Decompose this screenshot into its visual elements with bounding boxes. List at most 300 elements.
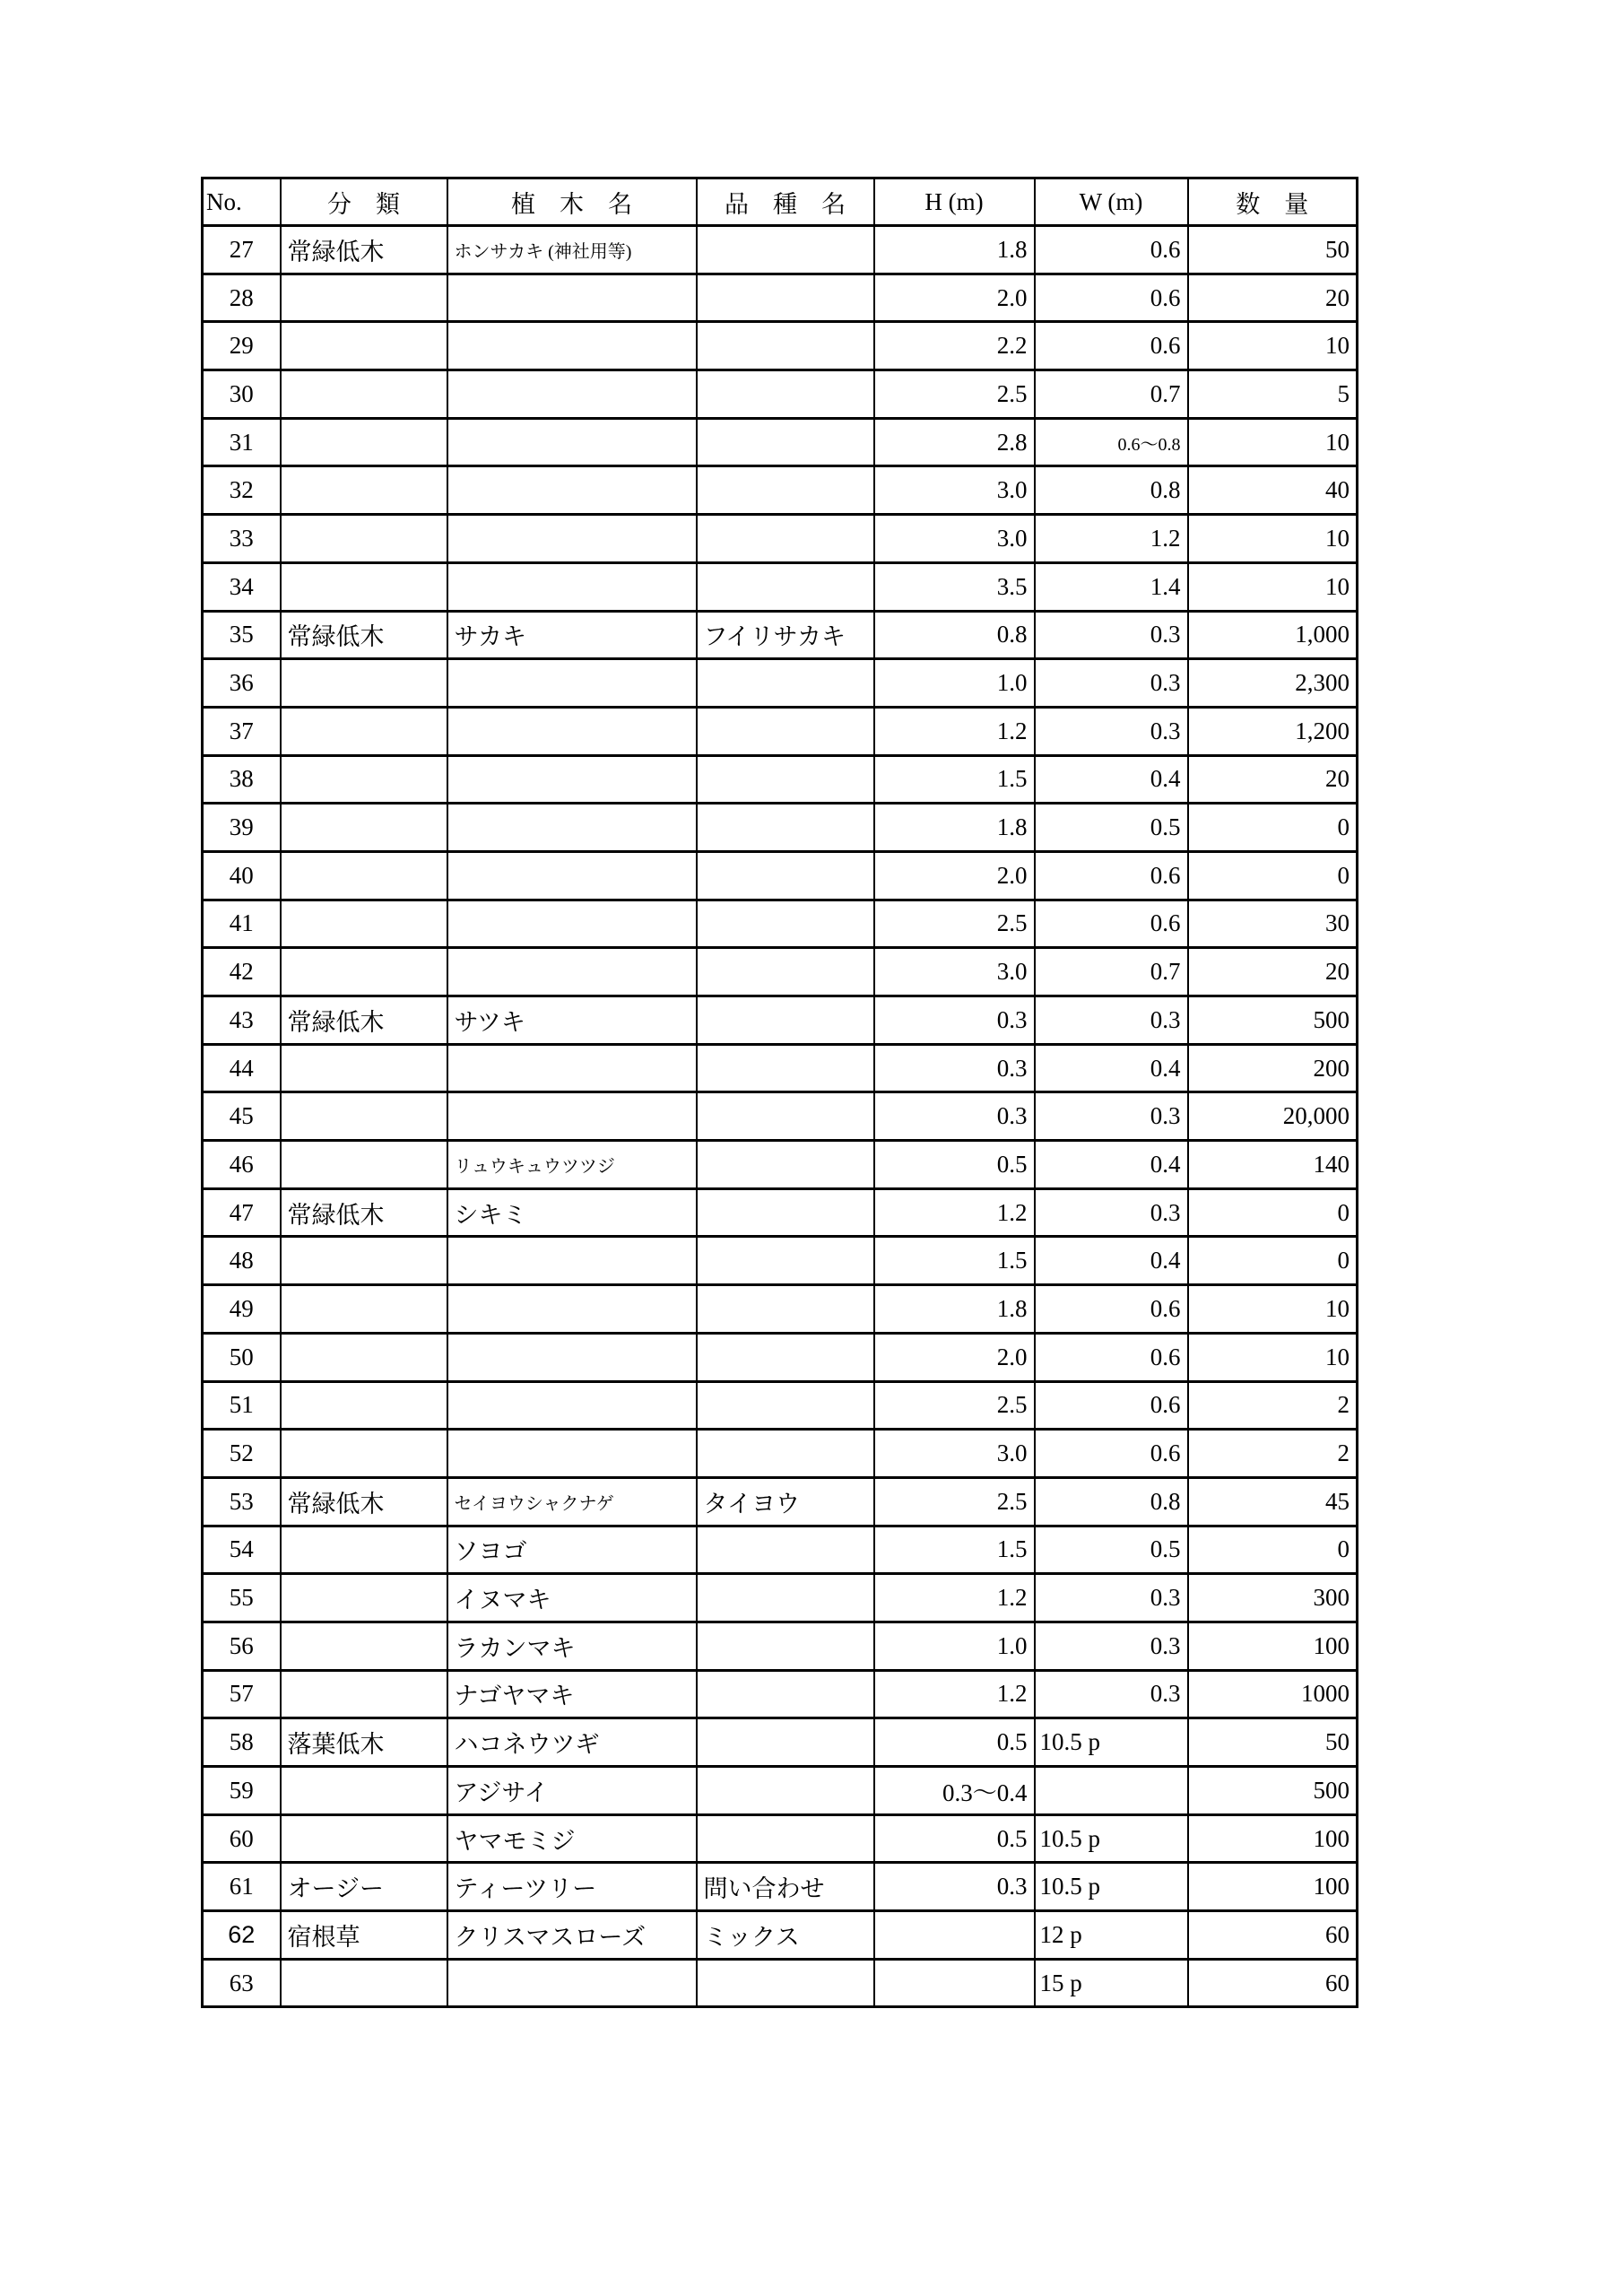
table-row <box>203 1863 1358 1911</box>
cell-quantity: 20 <box>1188 948 1358 996</box>
cell-variety <box>697 659 874 708</box>
cell-no: 31 <box>203 418 281 466</box>
cell-plant-name <box>447 851 697 900</box>
cell-height: 0.3 <box>874 1092 1035 1141</box>
table-row <box>203 707 1358 755</box>
cell-no: 39 <box>203 804 281 852</box>
cell-width: 0.7 <box>1035 370 1188 419</box>
cell-category: 常緑低木 <box>281 996 447 1045</box>
cell-no: 29 <box>203 322 281 370</box>
cell-category <box>281 948 447 996</box>
cell-plant-name: ティーツリー <box>447 1863 697 1911</box>
cell-quantity: 500 <box>1188 996 1358 1045</box>
cell-width: 1.4 <box>1035 562 1188 611</box>
table-row <box>203 1285 1358 1334</box>
table-row <box>203 1574 1358 1622</box>
cell-height: 1.2 <box>874 1574 1035 1622</box>
cell-width: 0.7 <box>1035 948 1188 996</box>
cell-variety <box>697 418 874 466</box>
table-row <box>203 611 1358 659</box>
table-row <box>203 1911 1358 1960</box>
cell-no: 62 <box>203 1911 281 1960</box>
cell-variety <box>697 466 874 515</box>
cell-no: 57 <box>203 1670 281 1718</box>
cell-variety <box>697 1959 874 2007</box>
cell-category <box>281 1285 447 1334</box>
cell-plant-name <box>447 562 697 611</box>
cell-width: 0.8 <box>1035 1477 1188 1526</box>
cell-quantity: 100 <box>1188 1814 1358 1863</box>
cell-width: 0.4 <box>1035 755 1188 804</box>
cell-plant-name <box>447 1430 697 1478</box>
table-row <box>203 900 1358 948</box>
cell-category <box>281 1959 447 2007</box>
cell-category <box>281 515 447 563</box>
table-row <box>203 1767 1358 1815</box>
cell-variety <box>697 851 874 900</box>
cell-quantity: 1,000 <box>1188 611 1358 659</box>
cell-height: 1.5 <box>874 1526 1035 1574</box>
cell-width: 0.4 <box>1035 1237 1188 1285</box>
cell-plant-name <box>447 370 697 419</box>
cell-plant-name <box>447 274 697 322</box>
table-row <box>203 274 1358 322</box>
cell-height <box>874 1959 1035 2007</box>
cell-variety <box>697 1188 874 1237</box>
cell-variety <box>697 274 874 322</box>
table-row <box>203 948 1358 996</box>
cell-no: 49 <box>203 1285 281 1334</box>
cell-width: 0.6 <box>1035 274 1188 322</box>
cell-quantity: 2 <box>1188 1430 1358 1478</box>
cell-category <box>281 1670 447 1718</box>
cell-height: 2.5 <box>874 1381 1035 1430</box>
cell-variety <box>697 1430 874 1478</box>
cell-category <box>281 659 447 708</box>
cell-width: 0.6 <box>1035 851 1188 900</box>
cell-category <box>281 1237 447 1285</box>
cell-width: 0.6 <box>1035 226 1188 274</box>
cell-height: 3.0 <box>874 948 1035 996</box>
table-row <box>203 996 1358 1045</box>
cell-category <box>281 274 447 322</box>
cell-width: 0.6 <box>1035 1285 1188 1334</box>
cell-height: 0.8 <box>874 611 1035 659</box>
col-header-variety: 品 種 名 <box>697 178 874 226</box>
cell-height: 1.2 <box>874 707 1035 755</box>
cell-width: 0.3 <box>1035 1622 1188 1670</box>
cell-quantity: 1000 <box>1188 1670 1358 1718</box>
table-row <box>203 1477 1358 1526</box>
cell-plant-name: サツキ <box>447 996 697 1045</box>
cell-quantity: 45 <box>1188 1477 1358 1526</box>
cell-variety <box>697 1285 874 1334</box>
cell-quantity: 40 <box>1188 466 1358 515</box>
cell-plant-name <box>447 900 697 948</box>
cell-variety <box>697 1044 874 1092</box>
cell-width: 0.6 <box>1035 1430 1188 1478</box>
cell-plant-name <box>447 1381 697 1430</box>
cell-no: 33 <box>203 515 281 563</box>
cell-height: 3.0 <box>874 1430 1035 1478</box>
cell-variety <box>697 804 874 852</box>
cell-category <box>281 370 447 419</box>
cell-height: 0.3 <box>874 1863 1035 1911</box>
cell-no: 27 <box>203 226 281 274</box>
cell-height: 1.0 <box>874 659 1035 708</box>
cell-plant-name: シキミ <box>447 1188 697 1237</box>
cell-no: 35 <box>203 611 281 659</box>
table-row <box>203 1092 1358 1141</box>
cell-variety <box>697 226 874 274</box>
cell-height: 2.0 <box>874 274 1035 322</box>
cell-category <box>281 1044 447 1092</box>
table-row <box>203 1333 1358 1381</box>
cell-no: 59 <box>203 1767 281 1815</box>
table-row <box>203 1622 1358 1670</box>
cell-variety <box>697 1526 874 1574</box>
cell-variety: 問い合わせ <box>697 1863 874 1911</box>
cell-no: 42 <box>203 948 281 996</box>
table-row <box>203 370 1358 419</box>
cell-plant-name: ナゴヤマキ <box>447 1670 697 1718</box>
col-header-plant-name: 植 木 名 <box>447 178 697 226</box>
cell-width: 0.3 <box>1035 1188 1188 1237</box>
table-row <box>203 804 1358 852</box>
cell-height: 1.2 <box>874 1670 1035 1718</box>
cell-plant-name: イヌマキ <box>447 1574 697 1622</box>
cell-plant-name <box>447 804 697 852</box>
cell-plant-name <box>447 755 697 804</box>
cell-variety <box>697 1333 874 1381</box>
cell-height: 2.8 <box>874 418 1035 466</box>
cell-width: 0.4 <box>1035 1141 1188 1189</box>
cell-no: 37 <box>203 707 281 755</box>
cell-height: 0.5 <box>874 1141 1035 1189</box>
cell-width: 0.5 <box>1035 804 1188 852</box>
cell-variety: フイリサカキ <box>697 611 874 659</box>
cell-no: 44 <box>203 1044 281 1092</box>
cell-category <box>281 1767 447 1815</box>
table-row <box>203 562 1358 611</box>
cell-category <box>281 466 447 515</box>
cell-height: 1.2 <box>874 1188 1035 1237</box>
cell-category <box>281 755 447 804</box>
cell-no: 34 <box>203 562 281 611</box>
table-header <box>203 178 1358 226</box>
cell-variety <box>697 1670 874 1718</box>
cell-quantity: 20,000 <box>1188 1092 1358 1141</box>
table-row <box>203 1141 1358 1189</box>
cell-height: 1.5 <box>874 755 1035 804</box>
cell-plant-name <box>447 1285 697 1334</box>
cell-width: 0.6〜0.8 <box>1035 418 1188 466</box>
cell-quantity: 500 <box>1188 1767 1358 1815</box>
cell-width: 10.5 p <box>1035 1718 1188 1767</box>
table-row <box>203 515 1358 563</box>
cell-plant-name: ラカンマキ <box>447 1622 697 1670</box>
cell-width: 1.2 <box>1035 515 1188 563</box>
cell-no: 43 <box>203 996 281 1045</box>
cell-quantity: 2,300 <box>1188 659 1358 708</box>
cell-height: 3.0 <box>874 515 1035 563</box>
table-row <box>203 659 1358 708</box>
cell-height: 0.5 <box>874 1814 1035 1863</box>
cell-width: 0.3 <box>1035 1670 1188 1718</box>
cell-category <box>281 562 447 611</box>
cell-quantity: 60 <box>1188 1911 1358 1960</box>
table-row <box>203 466 1358 515</box>
cell-variety <box>697 996 874 1045</box>
cell-no: 52 <box>203 1430 281 1478</box>
cell-variety <box>697 370 874 419</box>
cell-quantity: 100 <box>1188 1863 1358 1911</box>
cell-variety <box>697 1718 874 1767</box>
cell-height: 2.0 <box>874 851 1035 900</box>
cell-plant-name: セイヨウシャクナゲ <box>447 1477 697 1526</box>
cell-width: 0.3 <box>1035 707 1188 755</box>
cell-no: 54 <box>203 1526 281 1574</box>
cell-width: 0.8 <box>1035 466 1188 515</box>
cell-plant-name <box>447 1959 697 2007</box>
cell-height: 0.3〜0.4 <box>874 1767 1035 1815</box>
cell-width: 0.3 <box>1035 659 1188 708</box>
cell-quantity: 50 <box>1188 1718 1358 1767</box>
cell-plant-name: ヤマモミジ <box>447 1814 697 1863</box>
cell-no: 38 <box>203 755 281 804</box>
cell-quantity: 20 <box>1188 274 1358 322</box>
cell-height: 2.5 <box>874 900 1035 948</box>
cell-width <box>1035 1767 1188 1815</box>
cell-no: 55 <box>203 1574 281 1622</box>
cell-width: 0.6 <box>1035 322 1188 370</box>
cell-no: 28 <box>203 274 281 322</box>
cell-category: 常緑低木 <box>281 611 447 659</box>
cell-quantity: 200 <box>1188 1044 1358 1092</box>
cell-variety <box>697 755 874 804</box>
cell-quantity: 30 <box>1188 900 1358 948</box>
cell-variety <box>697 322 874 370</box>
cell-height: 3.0 <box>874 466 1035 515</box>
cell-no: 53 <box>203 1477 281 1526</box>
cell-height: 0.3 <box>874 996 1035 1045</box>
cell-plant-name <box>447 515 697 563</box>
cell-plant-name <box>447 1044 697 1092</box>
cell-plant-name <box>447 707 697 755</box>
cell-plant-name <box>447 418 697 466</box>
table-row <box>203 1718 1358 1767</box>
cell-height: 2.0 <box>874 1333 1035 1381</box>
cell-variety <box>697 1622 874 1670</box>
cell-category: 宿根草 <box>281 1911 447 1960</box>
cell-no: 50 <box>203 1333 281 1381</box>
cell-no: 48 <box>203 1237 281 1285</box>
table-row <box>203 1670 1358 1718</box>
cell-width: 12 p <box>1035 1911 1188 1960</box>
col-header-height: H (m) <box>874 178 1035 226</box>
cell-variety <box>697 1767 874 1815</box>
table-row <box>203 418 1358 466</box>
cell-height: 1.8 <box>874 804 1035 852</box>
cell-category <box>281 804 447 852</box>
table-row <box>203 1526 1358 1574</box>
table-row <box>203 1237 1358 1285</box>
cell-height: 1.0 <box>874 1622 1035 1670</box>
cell-category: 常緑低木 <box>281 1477 447 1526</box>
cell-height: 1.8 <box>874 226 1035 274</box>
cell-height: 2.5 <box>874 1477 1035 1526</box>
cell-variety <box>697 900 874 948</box>
table-row <box>203 1381 1358 1430</box>
cell-plant-name <box>447 322 697 370</box>
cell-quantity: 0 <box>1188 804 1358 852</box>
cell-variety: ミックス <box>697 1911 874 1960</box>
cell-no: 32 <box>203 466 281 515</box>
cell-no: 61 <box>203 1863 281 1911</box>
cell-variety <box>697 1574 874 1622</box>
cell-variety <box>697 1381 874 1430</box>
cell-height: 3.5 <box>874 562 1035 611</box>
cell-plant-name <box>447 1092 697 1141</box>
col-header-quantity: 数 量 <box>1188 178 1358 226</box>
cell-variety <box>697 707 874 755</box>
cell-height: 0.3 <box>874 1044 1035 1092</box>
table-row <box>203 1430 1358 1478</box>
cell-quantity: 0 <box>1188 1188 1358 1237</box>
header-row <box>203 178 1358 226</box>
cell-width: 0.6 <box>1035 1333 1188 1381</box>
cell-quantity: 100 <box>1188 1622 1358 1670</box>
cell-width: 0.3 <box>1035 996 1188 1045</box>
cell-quantity: 300 <box>1188 1574 1358 1622</box>
cell-no: 45 <box>203 1092 281 1141</box>
cell-plant-name: クリスマスローズ <box>447 1911 697 1960</box>
cell-category <box>281 1622 447 1670</box>
cell-width: 0.6 <box>1035 900 1188 948</box>
cell-no: 40 <box>203 851 281 900</box>
cell-width: 15 p <box>1035 1959 1188 2007</box>
cell-height: 2.5 <box>874 370 1035 419</box>
cell-category: 常緑低木 <box>281 226 447 274</box>
cell-quantity: 10 <box>1188 515 1358 563</box>
cell-category: 常緑低木 <box>281 1188 447 1237</box>
col-header-width: W (m) <box>1035 178 1188 226</box>
cell-no: 30 <box>203 370 281 419</box>
cell-plant-name <box>447 948 697 996</box>
cell-variety <box>697 1141 874 1189</box>
cell-no: 56 <box>203 1622 281 1670</box>
cell-width: 10.5 p <box>1035 1814 1188 1863</box>
cell-no: 47 <box>203 1188 281 1237</box>
cell-plant-name: アジサイ <box>447 1767 697 1815</box>
cell-variety: タイヨウ <box>697 1477 874 1526</box>
cell-quantity: 10 <box>1188 1285 1358 1334</box>
col-header-category: 分 類 <box>281 178 447 226</box>
cell-category <box>281 707 447 755</box>
table-row <box>203 1959 1358 2007</box>
cell-category <box>281 1574 447 1622</box>
cell-quantity: 0 <box>1188 1526 1358 1574</box>
cell-width: 0.3 <box>1035 1574 1188 1622</box>
cell-height: 1.8 <box>874 1285 1035 1334</box>
table-body <box>203 226 1358 2007</box>
cell-width: 10.5 p <box>1035 1863 1188 1911</box>
cell-quantity: 10 <box>1188 1333 1358 1381</box>
cell-plant-name <box>447 1237 697 1285</box>
cell-category <box>281 322 447 370</box>
cell-plant-name <box>447 1333 697 1381</box>
cell-variety <box>697 562 874 611</box>
cell-quantity: 0 <box>1188 1237 1358 1285</box>
cell-quantity: 10 <box>1188 322 1358 370</box>
cell-plant-name: サカキ <box>447 611 697 659</box>
cell-category <box>281 1381 447 1430</box>
cell-plant-name: ソヨゴ <box>447 1526 697 1574</box>
table-row <box>203 851 1358 900</box>
cell-category <box>281 1430 447 1478</box>
cell-height: 1.5 <box>874 1237 1035 1285</box>
cell-variety <box>697 1237 874 1285</box>
cell-quantity: 10 <box>1188 418 1358 466</box>
cell-category <box>281 1141 447 1189</box>
cell-quantity: 140 <box>1188 1141 1358 1189</box>
cell-width: 0.5 <box>1035 1526 1188 1574</box>
cell-quantity: 1,200 <box>1188 707 1358 755</box>
table-row <box>203 322 1358 370</box>
cell-width: 0.4 <box>1035 1044 1188 1092</box>
cell-width: 0.3 <box>1035 1092 1188 1141</box>
cell-category <box>281 1092 447 1141</box>
cell-width: 0.6 <box>1035 1381 1188 1430</box>
cell-variety <box>697 1814 874 1863</box>
cell-no: 36 <box>203 659 281 708</box>
cell-category <box>281 418 447 466</box>
cell-category <box>281 900 447 948</box>
cell-plant-name: ホンサカキ (神社用等) <box>447 226 697 274</box>
table-row <box>203 1814 1358 1863</box>
table-row <box>203 1188 1358 1237</box>
cell-height <box>874 1911 1035 1960</box>
cell-category: 落葉低木 <box>281 1718 447 1767</box>
cell-quantity: 2 <box>1188 1381 1358 1430</box>
table-row <box>203 226 1358 274</box>
cell-height: 0.5 <box>874 1718 1035 1767</box>
cell-no: 41 <box>203 900 281 948</box>
cell-plant-name <box>447 466 697 515</box>
cell-quantity: 10 <box>1188 562 1358 611</box>
cell-variety <box>697 1092 874 1141</box>
cell-no: 63 <box>203 1959 281 2007</box>
cell-variety <box>697 948 874 996</box>
table-row <box>203 755 1358 804</box>
cell-category: オージー <box>281 1863 447 1911</box>
cell-plant-name <box>447 659 697 708</box>
cell-plant-name: リュウキュウツツジ <box>447 1141 697 1189</box>
cell-category <box>281 851 447 900</box>
cell-plant-name: ハコネウツギ <box>447 1718 697 1767</box>
cell-quantity: 60 <box>1188 1959 1358 2007</box>
cell-no: 51 <box>203 1381 281 1430</box>
cell-category <box>281 1526 447 1574</box>
cell-height: 2.2 <box>874 322 1035 370</box>
cell-quantity: 5 <box>1188 370 1358 419</box>
plant-inventory-table <box>201 177 1358 2008</box>
table-row <box>203 1044 1358 1092</box>
cell-quantity: 0 <box>1188 851 1358 900</box>
cell-no: 58 <box>203 1718 281 1767</box>
cell-width: 0.3 <box>1035 611 1188 659</box>
cell-variety <box>697 515 874 563</box>
